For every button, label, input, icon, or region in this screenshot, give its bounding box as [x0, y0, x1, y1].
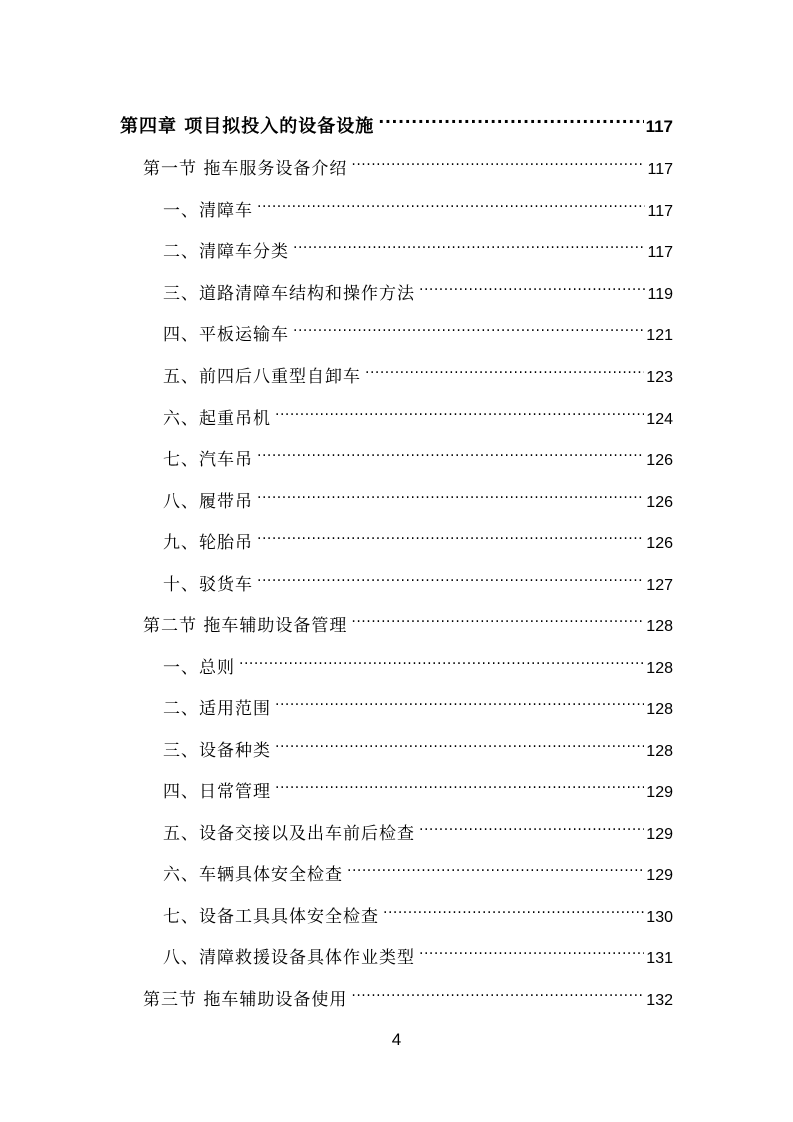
toc-entry[interactable] — [163, 645, 673, 678]
toc-entry[interactable] — [163, 894, 673, 927]
toc-entry[interactable] — [163, 935, 673, 968]
toc-entry[interactable] — [163, 188, 673, 221]
dot-leader — [419, 935, 644, 963]
toc-entry[interactable] — [163, 437, 673, 470]
dot-leader — [275, 686, 644, 714]
toc-entry-label: 一、总则 — [163, 658, 235, 678]
toc-entry-section-1[interactable] — [143, 146, 673, 179]
toc-entry-page: 127 — [646, 577, 673, 594]
toc-entry[interactable] — [163, 354, 673, 387]
toc-entry[interactable] — [163, 686, 673, 719]
toc-entry-page: 117 — [647, 244, 673, 261]
toc-entry-label: 五、前四后八重型自卸车 — [163, 367, 361, 387]
toc-entry-label: 八、清障救援设备具体作业类型 — [163, 948, 415, 968]
toc-entry[interactable] — [163, 396, 673, 429]
toc-entry[interactable] — [163, 728, 673, 761]
toc-entry-label: 七、汽车吊 — [163, 450, 253, 470]
toc-entry[interactable] — [163, 312, 673, 345]
toc-entry-label: 第四章 项目拟投入的设备设施 — [120, 116, 375, 137]
dot-leader — [275, 396, 644, 424]
toc-entry[interactable] — [163, 852, 673, 885]
dot-leader — [275, 769, 644, 797]
toc-entry-page: 124 — [646, 411, 673, 428]
toc-entry-label: 五、设备交接以及出车前后检查 — [163, 824, 415, 844]
toc-entry[interactable] — [163, 271, 673, 304]
toc-entry[interactable] — [163, 229, 673, 262]
toc-entry[interactable] — [163, 811, 673, 844]
toc-entry-label: 八、履带吊 — [163, 492, 253, 512]
toc-entry-page: 129 — [646, 867, 673, 884]
toc-entry-label: 四、日常管理 — [163, 782, 271, 802]
toc-entry-page: 128 — [646, 701, 673, 718]
toc-entry-label: 第三节 拖车辅助设备使用 — [143, 990, 348, 1010]
dot-leader — [293, 312, 644, 340]
toc-entry-label: 一、清障车 — [163, 201, 253, 221]
dot-leader — [365, 354, 644, 382]
dot-leader — [257, 520, 644, 548]
toc-entry-page: 117 — [647, 203, 673, 220]
toc-entry-label: 九、轮胎吊 — [163, 533, 253, 553]
toc-entry-page: 129 — [646, 784, 673, 801]
toc-entry[interactable] — [163, 562, 673, 595]
dot-leader — [257, 437, 644, 465]
dot-leader — [347, 852, 644, 880]
toc-entry[interactable] — [163, 479, 673, 512]
dot-leader — [257, 479, 644, 507]
page-number: 4 — [391, 1030, 402, 1049]
toc-entry-page: 126 — [646, 535, 673, 552]
toc-entry-page: 117 — [647, 161, 673, 178]
dot-leader — [351, 146, 645, 174]
dot-leader — [419, 271, 645, 299]
dot-leader — [351, 603, 644, 631]
dot-leader — [239, 645, 644, 673]
toc-entry[interactable] — [163, 520, 673, 553]
dot-leader — [419, 811, 644, 839]
toc-entry[interactable] — [163, 769, 673, 802]
dot-leader — [378, 104, 643, 132]
toc-entry-section-2[interactable] — [143, 603, 673, 636]
toc-entry-page: 126 — [646, 452, 673, 469]
toc-entry-page: 119 — [647, 286, 673, 303]
dot-leader — [383, 894, 644, 922]
toc-entry-label: 四、平板运输车 — [163, 325, 289, 345]
toc-entry-page: 131 — [646, 950, 673, 967]
toc-entry-label: 第二节 拖车辅助设备管理 — [143, 616, 348, 636]
toc-entry-page: 130 — [646, 909, 673, 926]
toc-entry-page: 121 — [646, 327, 673, 344]
toc-entry-chapter-4[interactable] — [120, 104, 673, 137]
toc-entry-label: 二、适用范围 — [163, 699, 271, 719]
toc-entry-label: 三、设备种类 — [163, 741, 271, 761]
toc-entry-page: 132 — [646, 992, 673, 1009]
toc-entry-page: 128 — [646, 660, 673, 677]
toc-entry-page: 117 — [645, 117, 673, 136]
toc-entry-label: 十、驳货车 — [163, 575, 253, 595]
toc-entry-label: 六、车辆具体安全检查 — [163, 865, 343, 885]
toc-entry-label: 六、起重吊机 — [163, 409, 271, 429]
toc-entry-label: 三、道路清障车结构和操作方法 — [163, 284, 415, 304]
dot-leader — [351, 977, 644, 1005]
toc-entry-label: 第一节 拖车服务设备介绍 — [143, 159, 348, 179]
toc-entry-page: 126 — [646, 494, 673, 511]
dot-leader — [293, 229, 645, 257]
toc-entry-label: 二、清障车分类 — [163, 242, 289, 262]
dot-leader — [257, 188, 645, 216]
toc-entry-page: 123 — [646, 369, 673, 386]
toc-entry-page: 129 — [646, 826, 673, 843]
dot-leader — [275, 728, 644, 756]
toc-entry-page: 128 — [646, 618, 673, 635]
dot-leader — [257, 562, 644, 590]
toc-entry-section-3[interactable] — [143, 977, 673, 1010]
toc-entry-label: 七、设备工具具体安全检查 — [163, 907, 379, 927]
toc-entry-page: 128 — [646, 743, 673, 760]
